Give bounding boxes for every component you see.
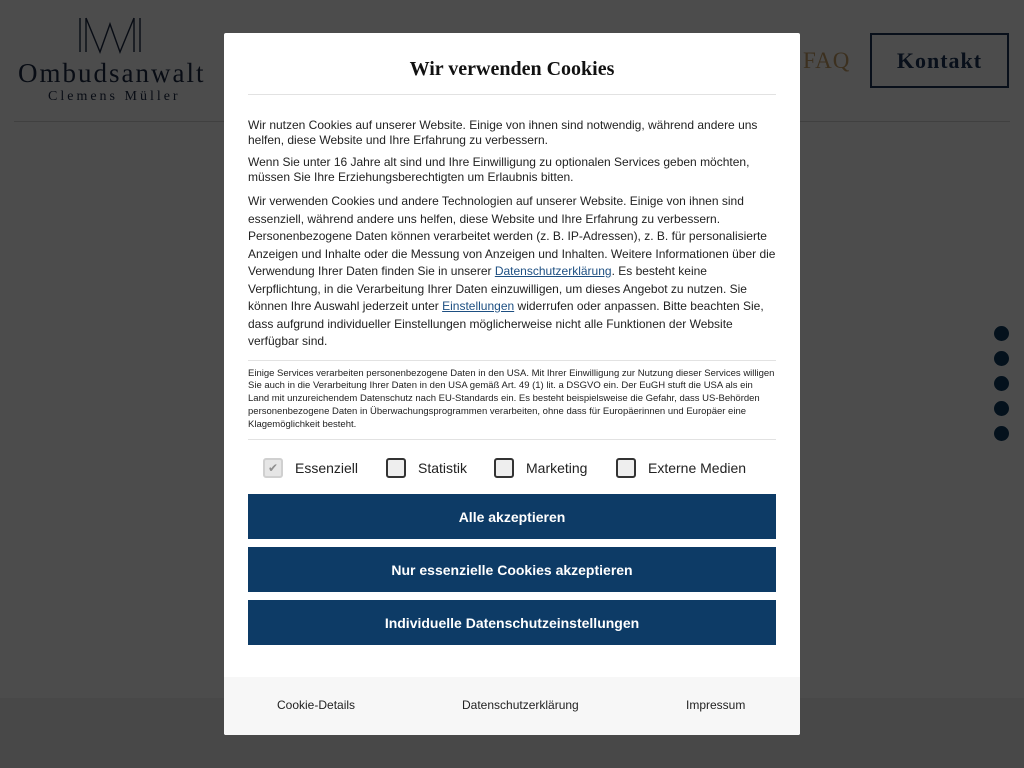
divider	[248, 94, 776, 95]
category-externe-medien[interactable]	[616, 458, 746, 478]
settings-link[interactable]: Einstellungen	[442, 299, 515, 313]
divider	[248, 360, 776, 361]
category-essenziell	[263, 458, 386, 478]
category-label[interactable]: Statistik	[418, 460, 468, 477]
imprint-link[interactable]: Impressum	[686, 698, 746, 712]
checkbox-externe-medien[interactable]	[616, 458, 636, 478]
details-text-part2: . Es besteht keine Verpflichtung, in die Verarbeitung Ihrer Daten einzuwilligen, um dieses Angebot zu nutzen. Sie können Ihre Auswahl jederzeit unter	[248, 264, 747, 313]
cookie-consent-modal	[224, 33, 800, 735]
details-text	[248, 193, 776, 351]
cookie-category-checkboxes	[248, 457, 776, 479]
checkbox-essenziell: ✔	[263, 458, 283, 478]
cookie-details-link[interactable]: Cookie-Details	[277, 698, 356, 712]
modal-footer	[224, 677, 800, 735]
age-notice-text: Wenn Sie unter 16 Jahre alt sind und Ihre Einwilligung zu optionalen Services geben möchten, müssen Sie Ihre Erziehungsberechtigten um Erlaubnis bitten.	[248, 155, 750, 184]
footer-privacy-link[interactable]: Datenschutzerklärung	[462, 698, 579, 712]
divider	[248, 439, 776, 440]
checkbox-marketing[interactable]	[494, 458, 514, 478]
category-marketing[interactable]	[494, 458, 616, 478]
usa-notice-text: Einige Services verarbeiten personenbezogene Daten in den USA. Mit Ihrer Einwilligung zur Nutzung dieser Services willigen Sie auch in die Verarbeitung Ihrer Daten in den USA gemäß Art. 49 (1) lit. a DSGVO ein. Der EuGH stuft die USA als ein Land mit unzureichendem Datenschutz nach EU-Standards ein. Es besteht beispielsweise die Gefahr, dass US-Behörden personenbezogene Daten in Überwachungsprogrammen verarbeiten, ohne dass für Europäerinnen und Europäer eine Klagemöglichkeit besteht.	[248, 367, 775, 430]
category-label[interactable]: Externe Medien	[648, 460, 747, 477]
accept-all-button[interactable]: Alle akzeptieren	[248, 494, 776, 539]
category-label[interactable]: Marketing	[526, 460, 588, 477]
checkbox-statistik[interactable]	[386, 458, 406, 478]
category-statistik[interactable]	[386, 458, 494, 478]
details-text-part3: widerrufen oder anpassen. Bitte beachten Sie, dass aufgrund individueller Einstellungen möglicherweise nicht alle Funktionen der Website verfügbar sind.	[248, 299, 764, 348]
accept-essential-button[interactable]: Nur essenzielle Cookies akzeptieren	[248, 547, 776, 592]
privacy-policy-link[interactable]: Datenschutzerklärung	[494, 264, 612, 278]
modal-title: Wir verwenden Cookies	[409, 58, 615, 80]
category-label: Essenziell	[295, 460, 359, 477]
individual-settings-button[interactable]: Individuelle Datenschutzeinstellungen	[248, 600, 776, 645]
intro-text: Wir nutzen Cookies auf unserer Website. Einige von ihnen sind notwendig, während andere uns helfen, diese Website und Ihre Erfahrung zu verbessern.	[248, 118, 758, 147]
details-text-part1: Wir verwenden Cookies und andere Technologien auf unserer Website. Einige von ihnen sind essenziell, während andere uns helfen, diese Website und Ihre Erfahrung zu verbessern. Personenbezogene Daten können verarbeitet werden (z. B. IP-Adressen), z. B. für personalisierte Anzeigen und Inhalte oder die Messung von Anzeigen und Inhalten. Weitere Informationen über die Verwendung Ihrer Daten finden Sie in unserer	[248, 194, 776, 278]
